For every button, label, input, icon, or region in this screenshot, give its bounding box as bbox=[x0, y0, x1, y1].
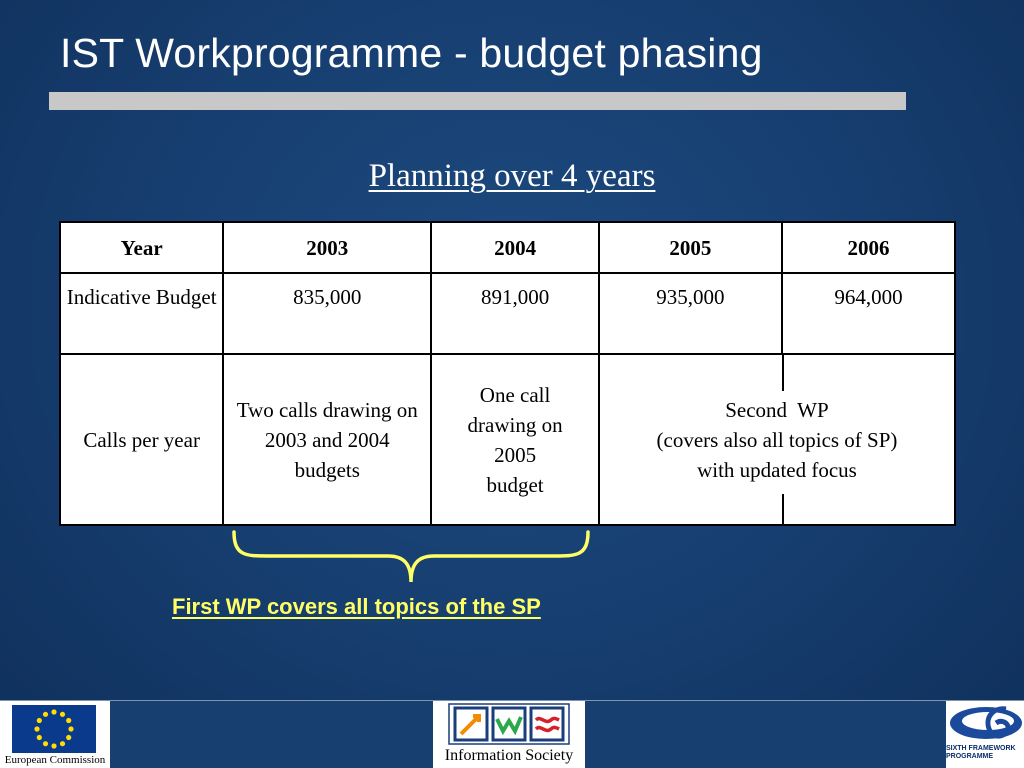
budget-table bbox=[59, 221, 956, 526]
header-year: Year bbox=[60, 222, 223, 273]
header-2003: 2003 bbox=[223, 222, 431, 273]
information-society-icon bbox=[433, 701, 585, 747]
table-header-row bbox=[60, 222, 955, 273]
calls-2003: Two calls drawing on 2003 and 2004 budgets bbox=[223, 354, 431, 525]
footer bbox=[0, 701, 1024, 768]
is-caption: Information Society bbox=[444, 747, 574, 764]
curly-brace-icon bbox=[228, 528, 594, 586]
sixth-framework-logo-icon bbox=[946, 701, 1024, 745]
sixth-framework-logo bbox=[946, 701, 1024, 768]
information-society-logo bbox=[433, 701, 585, 768]
budget-label: Indicative Budget bbox=[60, 273, 223, 354]
footer-band-right bbox=[585, 701, 946, 768]
budget-2003: 835,000 bbox=[223, 273, 431, 354]
column-divider-bottom bbox=[782, 494, 784, 524]
calls-label: Calls per year bbox=[60, 354, 223, 525]
calls-second-wp bbox=[599, 354, 955, 525]
second-wp-line-3: with updated focus bbox=[697, 457, 857, 482]
header-2006: 2006 bbox=[782, 222, 955, 273]
second-wp-text bbox=[600, 395, 954, 485]
budget-2004: 891,000 bbox=[431, 273, 599, 354]
column-divider-top bbox=[782, 355, 784, 391]
second-wp-line-1: Second WP bbox=[725, 397, 829, 422]
title-underline-bar bbox=[49, 92, 906, 110]
fp6-caption-line-2: PROGRAMME bbox=[946, 753, 994, 760]
header-2005: 2005 bbox=[599, 222, 782, 273]
header-2004: 2004 bbox=[431, 222, 599, 273]
slide-subtitle: Planning over 4 years bbox=[368, 158, 656, 194]
table-row-calls bbox=[60, 354, 955, 525]
footer-band-left bbox=[110, 701, 433, 768]
eu-flag-icon bbox=[0, 701, 110, 755]
calls-2004: One call drawing on 2005 budget bbox=[431, 354, 599, 525]
budget-2006: 964,000 bbox=[782, 273, 955, 354]
slide-title: IST Workprogramme - budget phasing bbox=[60, 30, 763, 76]
first-wp-note: First WP covers all topics of the SP bbox=[172, 594, 541, 619]
budget-2005: 935,000 bbox=[599, 273, 782, 354]
fp6-caption bbox=[946, 745, 1024, 761]
fp6-caption-line-1: SIXTH FRAMEWORK bbox=[946, 745, 1016, 752]
european-commission-logo bbox=[0, 701, 110, 768]
table-row-budget bbox=[60, 273, 955, 354]
ec-caption: European Commission bbox=[4, 754, 106, 766]
second-wp-line-2: (covers also all topics of SP) bbox=[656, 427, 898, 452]
